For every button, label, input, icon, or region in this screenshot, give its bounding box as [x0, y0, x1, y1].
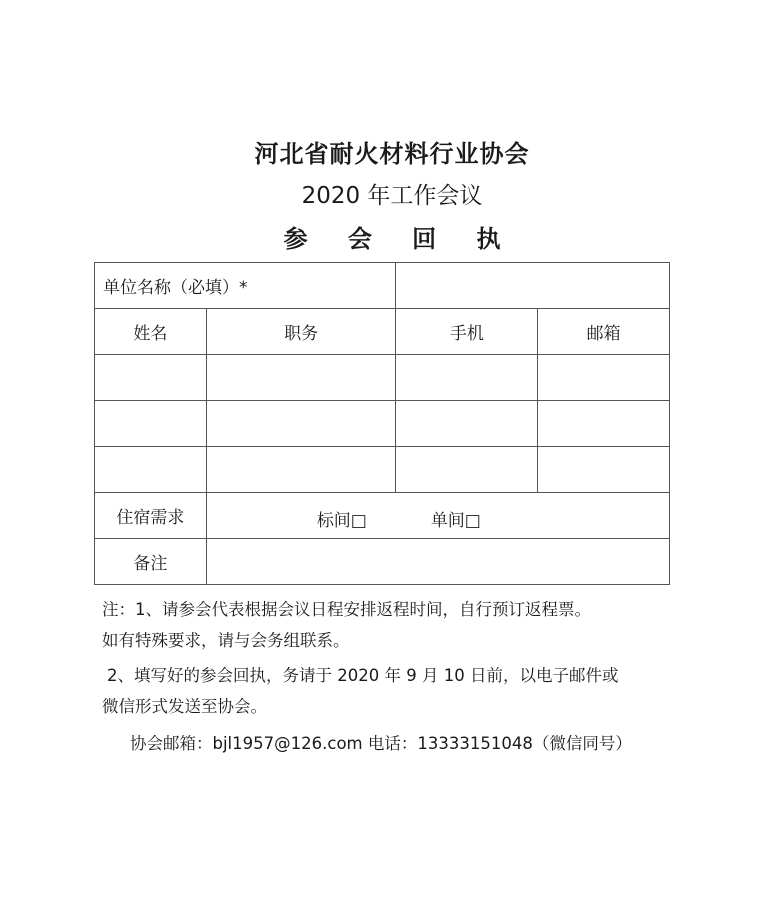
col-header-position: 职务	[206, 309, 396, 355]
note-1-cont: 如有特殊要求，请与会务组联系。	[102, 631, 350, 650]
note-2-cont: 微信形式发送至协会。	[102, 697, 267, 716]
email-cell[interactable]	[538, 355, 670, 401]
form-title-char: 参	[283, 225, 308, 253]
lodging-option-standard[interactable]: 标间□	[316, 511, 367, 531]
form-title	[0, 219, 784, 254]
unit-row	[95, 263, 670, 309]
note-1: 注：1、请参会代表根据会议日程安排返程时间，自行预订返程票。	[102, 600, 591, 619]
phone-cell[interactable]	[396, 355, 538, 401]
name-cell[interactable]	[95, 401, 207, 447]
form-title-char: 执	[476, 225, 501, 253]
col-header-name: 姓名	[95, 309, 207, 355]
form-title-char: 会	[347, 225, 372, 253]
lodging-option-single[interactable]: 单间□	[430, 511, 481, 531]
remarks-field[interactable]	[206, 539, 669, 585]
phone-cell[interactable]	[396, 447, 538, 493]
lodging-label: 住宿需求	[95, 493, 207, 539]
contact-info: 协会邮箱：bjl1957@126.com 电话：13333151048（微信同号）	[130, 734, 632, 753]
note-2: 2、填写好的参会回执，务请于 2020 年 9 月 10 日前，以电子邮件或	[107, 666, 619, 685]
header-row	[95, 309, 670, 355]
remarks-label: 备注	[95, 539, 207, 585]
lodging-options	[206, 493, 669, 539]
unit-name-label: 单位名称（必填）*	[95, 263, 396, 309]
remarks-row	[95, 539, 670, 585]
lodging-row	[95, 493, 670, 539]
email-cell[interactable]	[538, 401, 670, 447]
col-header-phone: 手机	[396, 309, 538, 355]
position-cell[interactable]	[206, 447, 396, 493]
position-cell[interactable]	[206, 355, 396, 401]
form-title-char: 回	[412, 225, 437, 253]
registration-form	[94, 262, 670, 585]
name-cell[interactable]	[95, 447, 207, 493]
position-cell[interactable]	[206, 401, 396, 447]
phone-cell[interactable]	[396, 401, 538, 447]
email-cell[interactable]	[538, 447, 670, 493]
table-row	[95, 401, 670, 447]
col-header-email: 邮箱	[538, 309, 670, 355]
org-title: 河北省耐火材料行业协会	[254, 140, 530, 168]
unit-name-field[interactable]	[396, 263, 670, 309]
meeting-title: 2020 年工作会议	[301, 183, 483, 209]
table-row	[95, 447, 670, 493]
table-row	[95, 355, 670, 401]
name-cell[interactable]	[95, 355, 207, 401]
